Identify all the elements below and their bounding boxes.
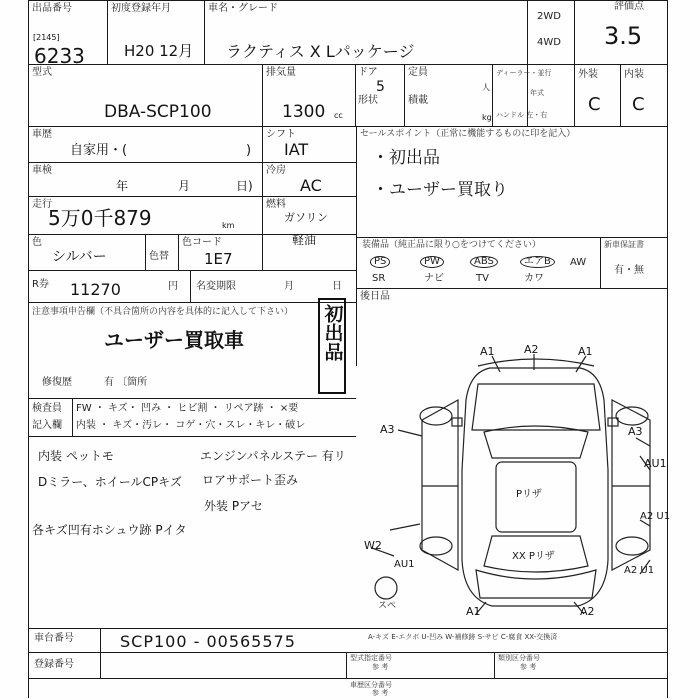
repair-history-label: 修復歴 [42, 377, 72, 388]
interior-grade: C [632, 94, 645, 115]
damage-mark: A1 [480, 345, 495, 358]
color-label: 色 [32, 237, 42, 248]
wheel-rear-left [420, 537, 452, 555]
damage-mark: A1 [578, 345, 593, 358]
color-code-label: 色コード [182, 237, 222, 248]
sales-point-line-1: ・初出品 [372, 148, 440, 168]
model-value: DBA-SCP100 [104, 102, 212, 122]
doors-label: ドア [358, 67, 378, 78]
mileage-value: 5万0千879 [48, 206, 152, 230]
windscreen [484, 426, 588, 458]
inspector-label: 検査員 [32, 403, 62, 414]
new-warranty-value: 有・無 [614, 265, 644, 276]
name-change-month: 月 [284, 281, 294, 292]
history-label: 車歴 [32, 129, 52, 140]
shift-label: シフト [266, 129, 296, 140]
recycle-label: R券 [32, 279, 49, 290]
damage-mark: A3 [628, 425, 643, 438]
damage-mark: スペ [378, 601, 397, 611]
load-label: 積載 [408, 95, 428, 106]
notes-label: 注意事項申告欄（不具合箇所の内容を具体的に記入して下さい） [32, 307, 294, 317]
interior-label: 内装 [624, 69, 644, 80]
damage-mark: A2 [524, 343, 539, 356]
damage-mark: A1 [466, 605, 481, 618]
inspector-row-1: FW ・ キズ・ 凹み ・ ヒビ割 ・ リペア跡 ・ ×要 [76, 403, 299, 414]
leader-line [390, 524, 420, 530]
damage-mark: AU1 [394, 559, 415, 570]
damage-legend: A-キズ E-エクボ U-凹み W-補修跡 S-サビ C-腐食 XX-交換済 [368, 633, 558, 641]
equipment-pw: PW [420, 256, 444, 268]
damage-mark: AU1 [644, 457, 667, 470]
damage-mark: W2 [364, 539, 382, 552]
displacement-value: 1300 [282, 102, 326, 122]
doors-value: 5 [376, 79, 385, 95]
damage-mark: A3 [380, 423, 395, 436]
ac-label: 冷房 [266, 165, 286, 176]
remark-4: エンジンパネルステー 有リ [200, 449, 346, 463]
drive-4wd: 4WD [537, 37, 561, 48]
category-ref: 参 考 [520, 663, 537, 671]
color-change-label: 色替 [149, 251, 169, 262]
shift-value: IAT [284, 140, 309, 159]
displacement-label: 排気量 [266, 67, 296, 78]
equipment-airbag: エアB [520, 256, 555, 268]
damage-mark: XX Pリザ [512, 551, 555, 562]
equipment-ps: PS [370, 256, 390, 268]
handle-label: ハンドル 左・右 [496, 111, 548, 119]
category-label: 類別区分番号 [498, 654, 540, 662]
repair-history-value: 有 〔箇所 [104, 377, 148, 388]
chassis-value: SCP100 - 00565575 [120, 632, 296, 651]
color-value: シルバー [52, 249, 107, 265]
recycle-unit: 円 [168, 281, 178, 292]
remark-1: 内装 ペットモ [38, 449, 114, 463]
entry-label: 記入欄 [32, 420, 62, 431]
load-unit: kg [482, 113, 492, 122]
leader-line [492, 356, 500, 372]
history-close: ) [246, 143, 252, 158]
mirror-left [452, 418, 462, 426]
equipment-aw: AW [570, 257, 587, 268]
capacity-unit: 人 [482, 83, 490, 92]
spare-tire [375, 577, 397, 599]
car-name-value: ラクティス X Lパッケージ [226, 42, 415, 61]
first-registration-label: 初度登録年月 [111, 3, 171, 14]
remark-2: Dミラー、ホイールCPキズ [38, 475, 182, 489]
fuel-label: 燃料 [266, 199, 286, 210]
lot-number: 6233 [34, 44, 85, 68]
delivery-later-label: 後日品 [360, 291, 390, 302]
car-body-outline [462, 368, 608, 606]
first-listing-stamp-text: 初出品 [321, 304, 344, 361]
inspection-year: 年 [116, 179, 129, 193]
drive-2wd: 2WD [537, 11, 561, 22]
car-name-label: 車名・グレード [208, 3, 278, 14]
fuel-diesel: 軽油 [292, 233, 317, 247]
body-label: 形状 [358, 95, 378, 106]
equipment-kawa: カワ [524, 273, 544, 284]
new-warranty-label: 新車保証書 [604, 240, 644, 249]
inspection-day: 日) [236, 179, 253, 193]
inspection-label: 車検 [32, 165, 52, 176]
damage-mark: A2 U1 [624, 565, 655, 576]
model-spec-label: 型式指定番号 [350, 654, 392, 662]
mileage-unit: km [222, 221, 235, 230]
lot-number-label: 出品番号 [32, 3, 72, 14]
displacement-unit: cc [334, 111, 343, 120]
model-spec-ref: 参 考 [372, 663, 389, 671]
fuel-gasoline: ガソリン [284, 211, 328, 224]
capacity-label: 定員 [408, 67, 428, 78]
ac-value: AC [300, 176, 322, 195]
inspection-month: 月 [178, 179, 191, 193]
sales-point-label: セールスポイント（正常に機能するものに印を記入） [360, 129, 576, 139]
name-change-day: 日 [332, 281, 342, 292]
exterior-grade: C [588, 94, 601, 115]
damage-mark: Pリザ [516, 489, 542, 500]
first-registration-value: H20 12月 [124, 42, 194, 60]
equipment-tv: TV [476, 273, 489, 284]
mileage-label: 走行 [32, 199, 52, 210]
damage-mark: A2 [580, 605, 595, 618]
score-value: 3.5 [604, 22, 643, 50]
leader-line [636, 438, 650, 446]
lot-ref: [2145] [33, 33, 60, 42]
model-label: 型式 [32, 67, 52, 78]
recycle-value: 11270 [70, 280, 121, 299]
chassis-label: 車台番号 [34, 633, 74, 644]
history-value: 自家用・( [70, 143, 128, 158]
name-change-label: 名変期限 [196, 281, 236, 292]
dealer-label: ディーラー・並行 [496, 69, 552, 77]
equipment-sr: SR [372, 273, 386, 284]
remark-6: 外装 Pアセ [204, 499, 263, 513]
remark-5: ロアサポート歪み [202, 473, 299, 487]
damage-mark: A2 U1 [640, 511, 671, 522]
equipment-abs: ABS [470, 256, 498, 268]
sales-point-line-2: ・ユーザー買取り [372, 180, 508, 200]
rear-hatch [476, 570, 596, 598]
remark-3: 各キズ凹有ホシュウ跡 Pイタ [32, 523, 187, 537]
previous-category-ref: 参 考 [372, 689, 389, 697]
equipment-label: 装備品（純正品に限り○をつけてください） [362, 240, 541, 250]
year-label: 年式 [530, 89, 544, 97]
equipment-navi: ナビ [424, 273, 444, 284]
hood [472, 384, 600, 430]
previous-category-label: 車歴区分番号 [350, 681, 392, 689]
registration-label: 登録番号 [34, 659, 74, 670]
color-code-value: 1E7 [204, 250, 233, 268]
score-label: 評価点 [614, 1, 644, 12]
leader-line [398, 430, 422, 436]
wheel-front-left [420, 407, 452, 425]
notes-main: ユーザー買取車 [104, 328, 244, 352]
inspector-row-2: 内装 ・ キズ・汚レ・ コゲ・穴・スレ・キレ・破レ [76, 420, 306, 431]
exterior-label: 外装 [578, 69, 598, 80]
wheel-rear-right [616, 537, 648, 555]
